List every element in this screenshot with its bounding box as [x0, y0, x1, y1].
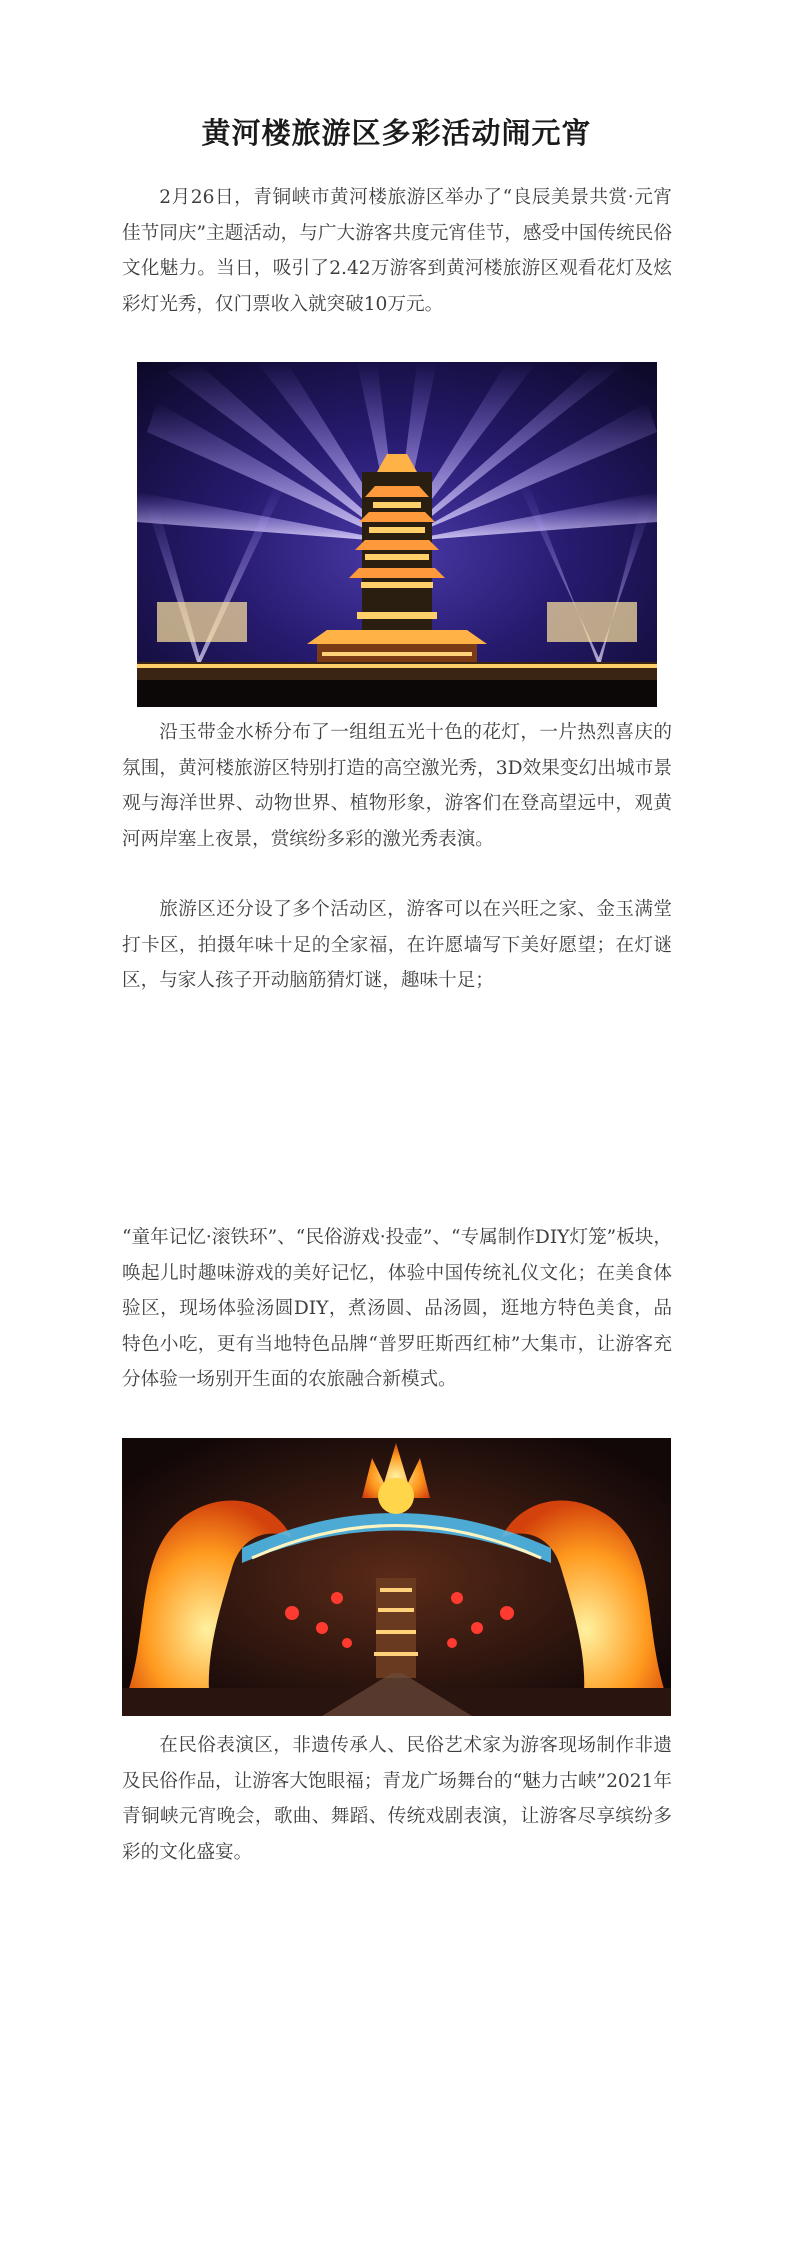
paragraph-5: 在民俗表演区，非遗传承人、民俗艺术家为游客现场制作非遗及民俗作品，让游客大饱眼福；青龙广场舞台的“魅力古峡”2021年青铜峡元宵晚会，歌曲、舞蹈、传统戏剧表演，让游客尽享缤纷多彩的文化盛宴。: [122, 1735, 672, 1863]
dragon-lantern-photo: [122, 1438, 671, 1716]
paragraph-3: 旅游区还分设了多个活动区，游客可以在兴旺之家、金玉满堂打卡区，拍摄年味十足的全家福，在许愿墙写下美好愿望；在灯谜区，与家人孩子开动脑筋猜灯谜，趣味十足；: [122, 899, 672, 991]
tower-laser-show-photo: [137, 362, 657, 707]
article-title: 黄河楼旅游区多彩活动闹元宵: [201, 116, 592, 151]
paragraph-1: 2月26日，青铜峡市黄河楼旅游区举办了“良辰美景共赏·元宵佳节同庆”主题活动，与广大游客共度元宵佳节，感受中国传统民俗文化魅力。当日，吸引了2.42万游客到黄河楼旅游区观看花灯及炫彩灯光秀，仅门票收入就突破10万元。: [122, 187, 672, 315]
paragraph-2: 沿玉带金水桥分布了一组组五光十色的花灯，一片热烈喜庆的氛围，黄河楼旅游区特别打造的高空激光秀，3D效果变幻出城市景观与海洋世界、动物世界、植物形象，游客们在登高望远中，观黄河两岸塞上夜景，赏缤纷多彩的激光秀表演。: [122, 722, 672, 850]
paragraph-4: “童年记忆·滚铁环”、“民俗游戏·投壶”、“专属制作DIY灯笼”板块，唤起儿时趣味游戏的美好记忆，体验中国传统礼仪文化；在美食体验区，现场体验汤圆DIY，煮汤圆、品汤圆，逛地方特色美食，品特色小吃，更有当地特色品牌“普罗旺斯西红柿”大集市，让游客充分体验一场别开生面的农旅融合新模式。: [122, 1227, 672, 1390]
